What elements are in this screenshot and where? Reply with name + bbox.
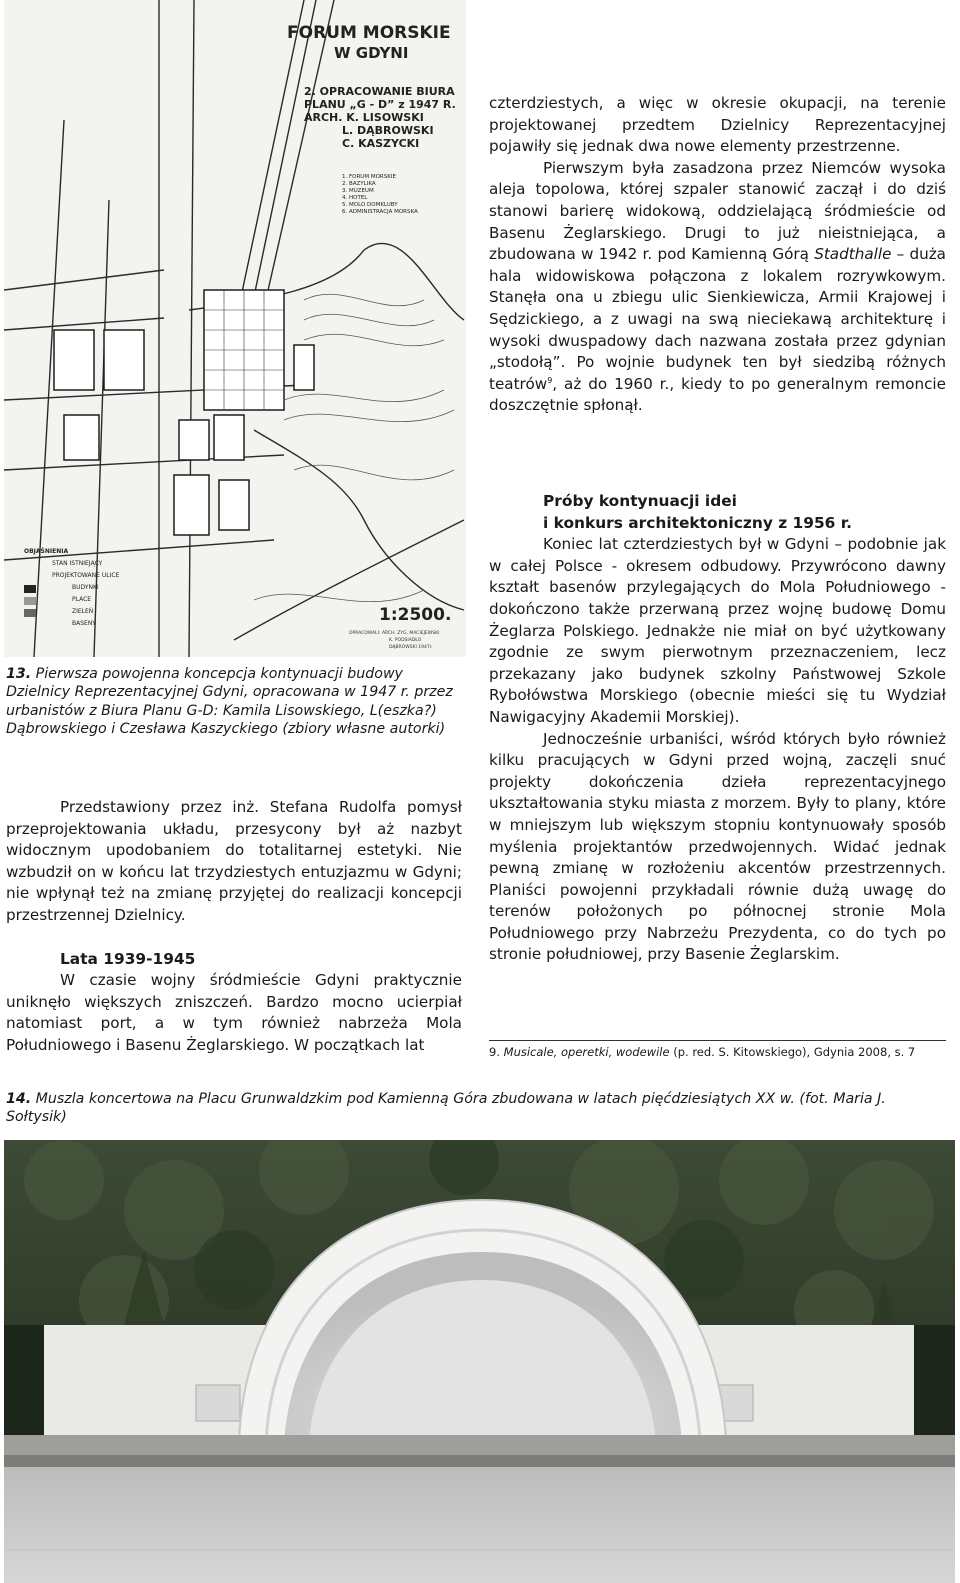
caption-13-text: Pierwsza powojenna koncepcja kontynuacji budowy Dzielnicy Reprezentacyjnej Gdyni, opracowana w 1947 r. przez urbanistów z Biura Planu G-D: Kamila Lisowskiego, L(eszka?) Dąbrowskiego i Czesława Kaszyckiego (zbiory własne autorki) [6,666,453,738]
plan-subtitle-5: C. KASZYCKI [342,137,420,150]
plan-legend-3: 3. MUZEUM [342,188,374,194]
plan-subtitle-4: L. DĄBROWSKI [342,124,434,137]
right-paragraph-3: Koniec lat czterdziestych był w Gdyni – podobnie jak w całej Polsce - okresem odbudowy. Przywrócono dawny kształt basenów przylegających do Mola Południowego - dokończono także przerwaną przez wojnę budowę Domu Żeglarza Polskiego. Jednakże nie miał on być użytkowany zgodnie ze swym pierwotnym przeznaczeniem, lecz przekazany jako budynek szkolny Państwowej Szkole Rybołówstwa Morskiego (obecnie mieści się tu Wydział Nawigacyjny Akademii Morskiej). [489,535,946,726]
stadthalle-italic: Stadthalle [814,245,892,264]
right-paragraph-2: Pierwszym była zasadzona przez Niemców wysoka aleja topolowa, której szpaler stanowić zaczął i do dziś stanowi barierę widokową, oddzielającą śródmieście od Basenu Żeglarskiego. Drugi to już nieistniejąca, a zbudowana w 1942 r. pod Kamienną Górą Stadthalle – duża hala widowiskowa połączona z lokalem rozrywkowym. Stanęła ona u zbiegu ulic Sienkiewicza, Armii Krajowej i Sędzickiego, a z uwagi na swą nieciekawą architekturę i wysoki dwuspadowy dach nazwana została przez gdynian „stodołą”. Po wojnie budynek ten był siedzibą różnych teatrów$^9$, aż do 1960 r., kiedy to po generalnym remoncie doszczętnie spłonął. [489,158,946,415]
plan-key-title: OBJAŚNIENIA [24,548,69,555]
plan-legend-5: 5. MOLO DOMKLUBY [342,202,398,208]
plan-credit-1: OPRACOWALI: ARCH. ZYG. MACIEJEWSKI [349,631,440,636]
plan-key-4: PLACE [72,596,92,603]
figure-13-caption [6,665,462,739]
plan-credit-3: DĄBROWSKI 1947r. [389,645,433,650]
right-column-bottom [489,491,946,966]
plan-scale: 1:2500. [379,605,452,625]
caption-13-number: 13. [6,666,32,682]
plan-subtitle-3: ARCH. K. LISOWSKI [304,111,424,124]
plan-credit-2: K. PODSIADŁO [389,638,422,643]
caption-14-text: Muszla koncertowa na Placu Grunwaldzkim pod Kamienną Góra zbudowana w latach pięćdziesiątych XX w. (fot. Maria J. Sołtysik) [6,1091,886,1126]
section-heading-1939: Lata 1939-1945 [60,949,196,968]
plan-legend-6: 6. ADMINISTRACJA MORSKA [342,209,418,215]
right-paragraph-1: czterdziestych, a więc w okresie okupacji, na terenie projektowanej przedtem Dzielnicy Reprezentacyjnej pojawiły się jednak dwa nowe elementy przestrzenne. [489,94,946,156]
left-paragraph-2: W czasie wojny śródmieście Gdyni praktycznie uniknęło większych zniszczeń. Bardzo mocno ucierpiał natomiast port, a w tym również nabrzeża Mola Południowego i Basenu Żeglarskiego. W początkach lat [6,971,462,1054]
plan-key-2: PROJEKTOWANE ULICE [52,572,120,579]
plan-title-2: W GDYNI [334,44,409,62]
right-paragraph-4: Jednocześnie urbaniści, wśród których było również kilku pracujących w Gdyni przed wojną, zaczęli snuć projekty dokończenia dzieła reprezentacyjnego ukształtowania styku miasta z morzem. Były to plany, które w mniejszym lub większym stopniu kontynuowały sposób myślenia projektantów przedwojennych. Widać jednak pewną zmianę w rozłożeniu akcentów przestrzennych. Planiści powojenni przykładali równie dużą uwagę do terenów położonych po północnej stronie Mola Południowego przy Nabrzeżu Prezydenta, co do tych po stronie południowej, przy Basenie Żeglarskim. [489,729,946,964]
footnote-9: 9. Musicale, operetki, wodewile (p. red. S. Kitowskiego), Gdynia 2008, s. 7 [489,1045,916,1059]
footnote-rule [489,1040,946,1041]
plan-title: FORUM MORSKIE [287,23,451,43]
plan-legend-1: 1. FORUM MORSKIE [342,174,396,180]
plan-key-3: BUDYNKI [72,584,99,591]
right-column-top [489,93,946,417]
footnote-ref-9: 9 [547,375,553,385]
section-heading-1956-line1: Próby kontynuacji idei [543,492,737,510]
plan-legend-4: 4. HOTEL [342,195,368,201]
plan-key-5: ZIELEŃ [72,608,94,615]
plan-subtitle-2: PLANU „G - D” z 1947 R. [304,98,456,111]
concert-shell-photo [4,1140,955,1583]
plan-key-6: BASENY [72,620,96,627]
plan-key-1: STAN ISTNIEJĄCY [52,560,103,567]
left-paragraph-1: Przedstawiony przez inż. Stefana Rudolfa pomysł przeprojektowania układu, przesycony był aż nazbyt widocznym upodobaniem do totalitarnej estetyki. Nie wzbudził on w końcu lat trzydziestych entuzjazmu w Gdyni; nie wpłynął też na zmianę przyjętej do realizacji koncepcji przestrzennej Dzielnicy. [6,798,462,924]
caption-14-number: 14. [6,1091,32,1107]
plan-map-image [4,0,466,657]
figure-14-caption [6,1090,948,1127]
left-column [6,797,462,1057]
plan-legend-2: 2. BAZYLIKA [342,181,376,187]
section-heading-1956-line2: i konkurs architektoniczny z 1956 r. [543,513,852,532]
plan-subtitle-1: 2. OPRACOWANIE BIURA [304,85,455,98]
